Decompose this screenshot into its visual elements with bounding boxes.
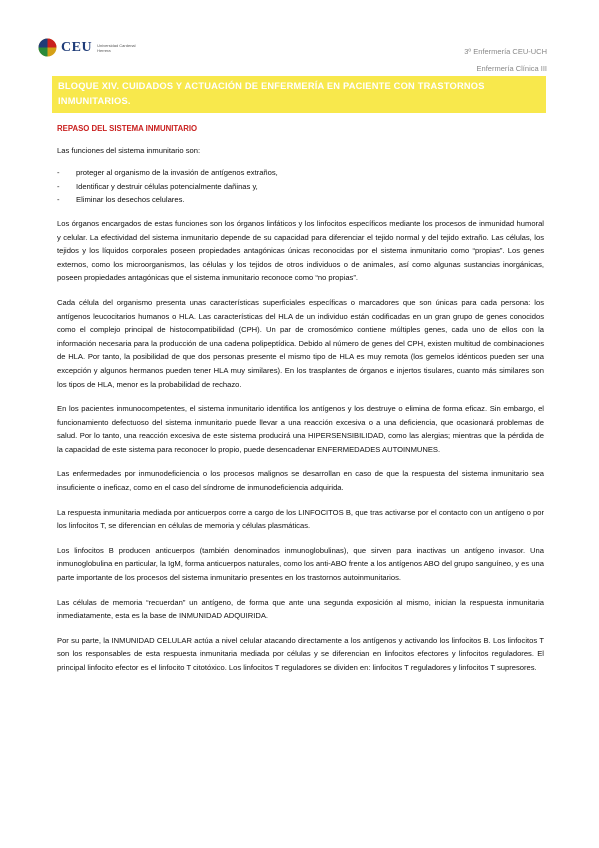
university-logo (38, 38, 142, 57)
paragraph: En los pacientes inmunocompetentes, el sistema inmunitario identifica los antígenos y los destruye o elimina de forma eficaz. Sin embargo, el funcionamiento defectuoso del sistema inmunitario puede llevar a una reacción excesiva o a una deficiencia, que ocasionará problemas de salud. Por lo tanto, una reacción excesiva de este sistema producirá una HIPERSENSIBILIDAD, como las alergias; mientras que la pérdida de la capacidad de este sistema para reconocer lo propio, puede desencadenar ENFERMEDADES AUTOINMUNES. (57, 404, 544, 454)
paragraph: La respuesta inmunitaria mediada por anticuerpos corre a cargo de los LINFOCITOS B, que tras activarse por el contacto con un antígeno o por los linfocitos T, se diferencian en células de memoria y células plasmáticas. (57, 507, 544, 531)
paragraph: Los linfocitos B producen anticuerpos (también denominados inmunoglobulinas), que sirven para inactivas un antígeno invasor. Una inmunoglobulina en particular, la IgM, forma anticuerpos naturales, como los anti-ABO frente a los antígenos ABO del grupo sanguíneo, y es una parte importante de los procesos del sistema inmunitario presentes en los trastornos autoinmunitarios. (57, 545, 544, 583)
page-header (0, 0, 599, 75)
paragraph: Por su parte, la INMUNIDAD CELULAR actúa a nivel celular atacando directamente a los antígenos y activando los linfocitos B. Los linfocitos T son los responsables de esta respuesta inmunitaria mediada por células y se diferencian en linfocitos efectores y linfocitos reguladores. El principal linfocito efector es el linfocito T citotóxico. Los linfocitos T reguladores se dividen en: linfocitos T reguladores y linfocitos T supresores. (57, 635, 544, 672)
ceu-emblem-icon (38, 38, 57, 57)
intro-text: Las funciones del sistema inmunitario son: (57, 145, 201, 155)
list-item: - Identificar y destruir células potencialmente dañinas y, (57, 180, 544, 194)
section-title: REPASO DEL SISTEMA INMUNITARIO (57, 124, 198, 133)
paragraph: Las células de memoria “recuerdan” un antígeno, de forma que ante una segunda exposición al mismo, inician la respuesta inmunitaria inmediatamente, esta es la base de INMUNIDAD ADQUIRIDA. (57, 597, 544, 621)
functions-list (57, 166, 544, 207)
paragraph: Las enfermedades por inmunodeficiencia o los procesos malignos se desarrollan en caso de que la respuesta del sistema inmunitario sea insuficiente o ineficaz, como en el caso del síndrome de inmunodeficiencia adquirida. (57, 469, 544, 493)
paragraph: Cada célula del organismo presenta unas características superficiales específicas o marcadores que son únicas para cada persona: los antígenos leucocitarios humanos o HLA. Las características del HLA de un individuo están codificadas en un gran grupo de genes conocidos como el complejo principal de histocompatibilidad (CPH). Un par de cromosómico contiene múltiples genes, cada uno de ellos con la información necesaria para la producción de una cadena polipeptídica. Debido al número de genes del CPH, existen multitud de combinaciones de HLA. Por tanto, la posibilidad de que dos personas presente el mismo tipo de HLA es muy remota (los gemelos idénticos pueden ser una excepción y algunos hermanos pueden tener HLA muy similares). En los trasplantes de órganos e injertos tisulares, cuanto más similares son los tipos de HLA, menor es la probabilidad de rechazo. (57, 297, 544, 389)
list-item: - Eliminar los desechos celulares. (57, 193, 544, 207)
course-label: 3º Enfermería CEU-UCH (464, 47, 547, 56)
logo-subtitle: Universidad Cardenal Herrera (97, 42, 136, 53)
block-title-banner: BLOQUE XIV. CUIDADOS Y ACTUACIÓN DE ENFERMERÍA EN PACIENTE CON TRASTORNOS INMUNITARIOS. (52, 76, 546, 113)
list-item: - proteger al organismo de la invasión de antígenos extraños, (57, 166, 544, 180)
logo-text: CEU (61, 39, 93, 55)
document-body (57, 120, 544, 686)
subject-label: Enfermería Clínica III (476, 64, 547, 73)
paragraph: Los órganos encargados de estas funciones son los órganos linfáticos y los linfocitos específicos mediante los procesos de inmunidad humoral y celular. La efectividad del sistema inmunitario depende de su capacidad para diferenciar el tejido normal y del tejido extraño. Las células, los tejidos y los líquidos corporales poseen propiedades antagónicas únicas reconocidas por el sistema inmunitario como “propias”. Los genes externos, como los microorganismos, las células y los tejidos de otros individuos o de animales, así como algunas sustancias inorgánicas, poseen propiedades antagónicas que el sistema inmunitario reconoce como “no propias”. (57, 218, 544, 283)
header-course-info (464, 43, 547, 77)
